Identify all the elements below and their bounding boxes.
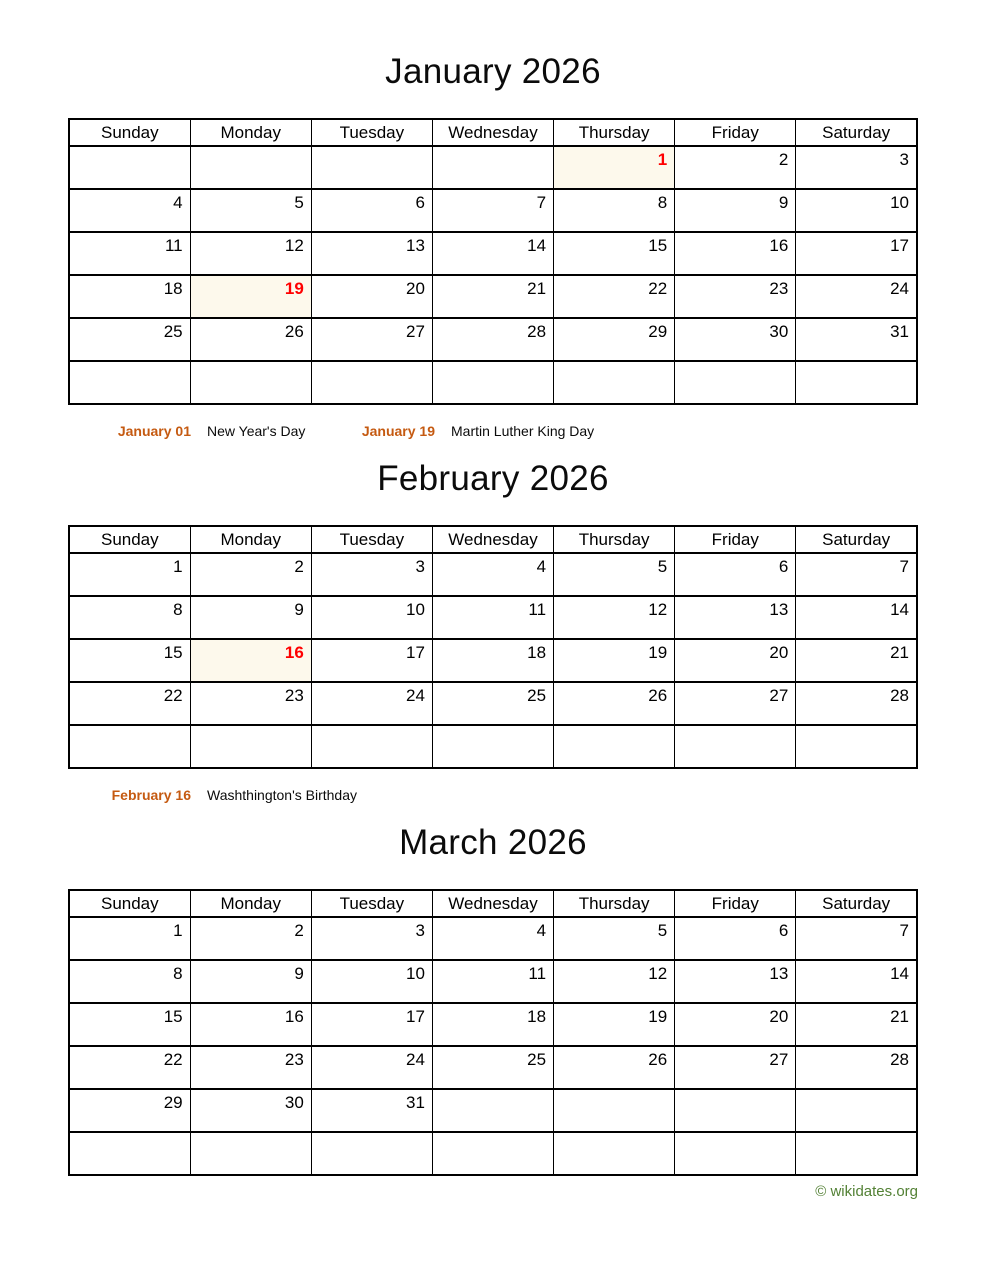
day-cell bbox=[432, 725, 553, 768]
day-cell: 1 bbox=[69, 917, 190, 960]
day-cell: 2 bbox=[675, 146, 796, 189]
day-cell: 1 bbox=[69, 553, 190, 596]
holiday-name: Washthington's Birthday bbox=[207, 787, 358, 803]
day-cell: 24 bbox=[311, 682, 432, 725]
day-cell bbox=[69, 1132, 190, 1175]
month-title: March 2026 bbox=[399, 823, 587, 862]
day-cell: 26 bbox=[190, 318, 311, 361]
day-cell: 23 bbox=[190, 1046, 311, 1089]
day-cell bbox=[796, 361, 917, 404]
weekday-header-cell: Monday bbox=[190, 526, 311, 553]
day-cell: 14 bbox=[432, 232, 553, 275]
month-table bbox=[68, 118, 918, 405]
day-cell: 14 bbox=[796, 596, 917, 639]
weekday-header-cell: Friday bbox=[675, 890, 796, 917]
day-cell bbox=[796, 1089, 917, 1132]
day-cell bbox=[554, 725, 675, 768]
day-cell: 9 bbox=[190, 960, 311, 1003]
day-cell: 12 bbox=[190, 232, 311, 275]
weekday-header-cell: Friday bbox=[675, 119, 796, 146]
weekday-header bbox=[69, 119, 917, 146]
day-cell bbox=[69, 146, 190, 189]
week-row bbox=[69, 1046, 917, 1089]
month-table bbox=[68, 889, 918, 1176]
month-section bbox=[68, 457, 918, 807]
weekday-header-cell: Wednesday bbox=[432, 890, 553, 917]
day-cell bbox=[675, 1132, 796, 1175]
day-cell: 20 bbox=[675, 639, 796, 682]
day-cell: 17 bbox=[311, 639, 432, 682]
holiday-list bbox=[107, 423, 918, 443]
day-cell: 5 bbox=[554, 553, 675, 596]
weekday-header-cell: Wednesday bbox=[432, 119, 553, 146]
day-cell: 21 bbox=[796, 1003, 917, 1046]
day-cell: 25 bbox=[69, 318, 190, 361]
weekday-header bbox=[69, 890, 917, 917]
day-cell: 27 bbox=[311, 318, 432, 361]
month-grid bbox=[69, 553, 917, 768]
day-cell: 13 bbox=[675, 960, 796, 1003]
month-table bbox=[68, 525, 918, 769]
weekday-header-cell: Sunday bbox=[69, 526, 190, 553]
month-title: January 2026 bbox=[385, 52, 601, 91]
day-cell: 3 bbox=[796, 146, 917, 189]
day-cell: 9 bbox=[190, 596, 311, 639]
weekday-header-cell: Saturday bbox=[796, 119, 917, 146]
weekday-header-cell: Tuesday bbox=[311, 890, 432, 917]
holiday-date-label: February 16 bbox=[111, 787, 191, 803]
holiday-date-label: January 01 bbox=[117, 423, 191, 439]
day-cell bbox=[311, 361, 432, 404]
day-cell: 29 bbox=[69, 1089, 190, 1132]
weekday-header-cell: Monday bbox=[190, 119, 311, 146]
day-cell: 21 bbox=[796, 639, 917, 682]
day-cell: 10 bbox=[311, 960, 432, 1003]
day-cell bbox=[311, 725, 432, 768]
day-cell bbox=[190, 146, 311, 189]
weekday-header-row bbox=[69, 119, 917, 146]
weekday-header-cell: Saturday bbox=[796, 890, 917, 917]
day-cell: 10 bbox=[311, 596, 432, 639]
day-cell: 16 bbox=[190, 1003, 311, 1046]
day-cell: 31 bbox=[796, 318, 917, 361]
day-cell: 11 bbox=[432, 596, 553, 639]
day-cell: 24 bbox=[311, 1046, 432, 1089]
holiday-name: Martin Luther King Day bbox=[451, 423, 595, 439]
day-cell bbox=[311, 146, 432, 189]
day-cell: 11 bbox=[432, 960, 553, 1003]
week-row bbox=[69, 146, 917, 189]
day-cell bbox=[432, 1132, 553, 1175]
day-cell bbox=[190, 725, 311, 768]
day-cell: 31 bbox=[311, 1089, 432, 1132]
day-cell: 26 bbox=[554, 682, 675, 725]
weekday-header-cell: Friday bbox=[675, 526, 796, 553]
day-cell: 15 bbox=[69, 1003, 190, 1046]
weekday-header-cell: Monday bbox=[190, 890, 311, 917]
day-cell: 2 bbox=[190, 553, 311, 596]
day-cell bbox=[675, 1089, 796, 1132]
day-cell bbox=[675, 361, 796, 404]
day-cell: 30 bbox=[190, 1089, 311, 1132]
holiday-name: New Year's Day bbox=[207, 423, 306, 439]
day-cell: 11 bbox=[69, 232, 190, 275]
day-cell: 26 bbox=[554, 1046, 675, 1089]
week-row bbox=[69, 596, 917, 639]
weekday-header-cell: Tuesday bbox=[311, 119, 432, 146]
day-cell: 25 bbox=[432, 1046, 553, 1089]
week-row bbox=[69, 361, 917, 404]
day-cell bbox=[69, 361, 190, 404]
day-cell: 17 bbox=[796, 232, 917, 275]
day-cell: 17 bbox=[311, 1003, 432, 1046]
weekday-header-cell: Sunday bbox=[69, 890, 190, 917]
day-cell bbox=[432, 146, 553, 189]
week-row bbox=[69, 189, 917, 232]
day-cell: 20 bbox=[675, 1003, 796, 1046]
week-row bbox=[69, 917, 917, 960]
month-title: February 2026 bbox=[377, 459, 609, 498]
weekday-header-cell: Thursday bbox=[554, 890, 675, 917]
day-cell bbox=[190, 1132, 311, 1175]
day-cell: 10 bbox=[796, 189, 917, 232]
day-cell: 15 bbox=[69, 639, 190, 682]
day-cell: 18 bbox=[69, 275, 190, 318]
weekday-header-cell: Thursday bbox=[554, 526, 675, 553]
holiday-entry bbox=[107, 423, 307, 439]
footer bbox=[68, 1182, 918, 1202]
weekday-header bbox=[69, 526, 917, 553]
week-row bbox=[69, 275, 917, 318]
day-cell bbox=[554, 361, 675, 404]
day-cell bbox=[796, 1132, 917, 1175]
holiday-date-label: January 19 bbox=[361, 423, 435, 439]
day-cell: 6 bbox=[675, 917, 796, 960]
day-cell: 5 bbox=[554, 917, 675, 960]
day-cell: 23 bbox=[675, 275, 796, 318]
holiday-list bbox=[107, 787, 918, 807]
day-cell bbox=[554, 1089, 675, 1132]
day-cell: 28 bbox=[432, 318, 553, 361]
wikidates-credit-link[interactable]: © wikidates.org bbox=[815, 1183, 918, 1200]
month-section bbox=[68, 50, 918, 443]
day-cell bbox=[675, 725, 796, 768]
day-cell: 28 bbox=[796, 682, 917, 725]
day-cell: 21 bbox=[432, 275, 553, 318]
day-cell: 22 bbox=[69, 682, 190, 725]
day-cell: 12 bbox=[554, 960, 675, 1003]
day-cell: 7 bbox=[796, 917, 917, 960]
day-cell bbox=[554, 1132, 675, 1175]
day-cell: 27 bbox=[675, 1046, 796, 1089]
day-cell-highlighted: 19 bbox=[190, 275, 311, 318]
weekday-header-cell: Tuesday bbox=[311, 526, 432, 553]
day-cell: 19 bbox=[554, 639, 675, 682]
months-container bbox=[68, 50, 918, 1176]
day-cell: 29 bbox=[554, 318, 675, 361]
weekday-header-row bbox=[69, 890, 917, 917]
day-cell: 8 bbox=[554, 189, 675, 232]
day-cell: 22 bbox=[554, 275, 675, 318]
day-cell: 2 bbox=[190, 917, 311, 960]
day-cell: 4 bbox=[69, 189, 190, 232]
day-cell: 14 bbox=[796, 960, 917, 1003]
day-cell: 20 bbox=[311, 275, 432, 318]
week-row bbox=[69, 682, 917, 725]
day-cell: 7 bbox=[796, 553, 917, 596]
day-cell: 6 bbox=[675, 553, 796, 596]
day-cell-highlighted: 16 bbox=[190, 639, 311, 682]
holiday-entry bbox=[107, 787, 357, 803]
day-cell bbox=[432, 361, 553, 404]
day-cell: 9 bbox=[675, 189, 796, 232]
day-cell: 16 bbox=[675, 232, 796, 275]
day-cell bbox=[311, 1132, 432, 1175]
day-cell: 4 bbox=[432, 917, 553, 960]
day-cell: 30 bbox=[675, 318, 796, 361]
week-row bbox=[69, 725, 917, 768]
day-cell bbox=[432, 1089, 553, 1132]
day-cell: 4 bbox=[432, 553, 553, 596]
week-row bbox=[69, 960, 917, 1003]
week-row bbox=[69, 1089, 917, 1132]
day-cell: 6 bbox=[311, 189, 432, 232]
month-section bbox=[68, 821, 918, 1176]
weekday-header-row bbox=[69, 526, 917, 553]
month-grid bbox=[69, 917, 917, 1175]
day-cell: 28 bbox=[796, 1046, 917, 1089]
day-cell: 13 bbox=[311, 232, 432, 275]
month-grid bbox=[69, 146, 917, 404]
weekday-header-cell: Thursday bbox=[554, 119, 675, 146]
day-cell: 23 bbox=[190, 682, 311, 725]
week-row bbox=[69, 1132, 917, 1175]
week-row bbox=[69, 639, 917, 682]
week-row bbox=[69, 318, 917, 361]
day-cell bbox=[796, 725, 917, 768]
day-cell: 15 bbox=[554, 232, 675, 275]
day-cell: 24 bbox=[796, 275, 917, 318]
weekday-header-cell: Saturday bbox=[796, 526, 917, 553]
week-row bbox=[69, 232, 917, 275]
day-cell: 8 bbox=[69, 596, 190, 639]
day-cell: 3 bbox=[311, 553, 432, 596]
day-cell-highlighted: 1 bbox=[554, 146, 675, 189]
day-cell bbox=[190, 361, 311, 404]
day-cell: 13 bbox=[675, 596, 796, 639]
day-cell: 8 bbox=[69, 960, 190, 1003]
day-cell: 25 bbox=[432, 682, 553, 725]
day-cell: 5 bbox=[190, 189, 311, 232]
day-cell: 18 bbox=[432, 639, 553, 682]
weekday-header-cell: Wednesday bbox=[432, 526, 553, 553]
week-row bbox=[69, 1003, 917, 1046]
day-cell bbox=[69, 725, 190, 768]
day-cell: 19 bbox=[554, 1003, 675, 1046]
weekday-header-cell: Sunday bbox=[69, 119, 190, 146]
day-cell: 3 bbox=[311, 917, 432, 960]
day-cell: 18 bbox=[432, 1003, 553, 1046]
day-cell: 27 bbox=[675, 682, 796, 725]
holiday-entry bbox=[351, 423, 594, 439]
day-cell: 7 bbox=[432, 189, 553, 232]
week-row bbox=[69, 553, 917, 596]
day-cell: 22 bbox=[69, 1046, 190, 1089]
day-cell: 12 bbox=[554, 596, 675, 639]
